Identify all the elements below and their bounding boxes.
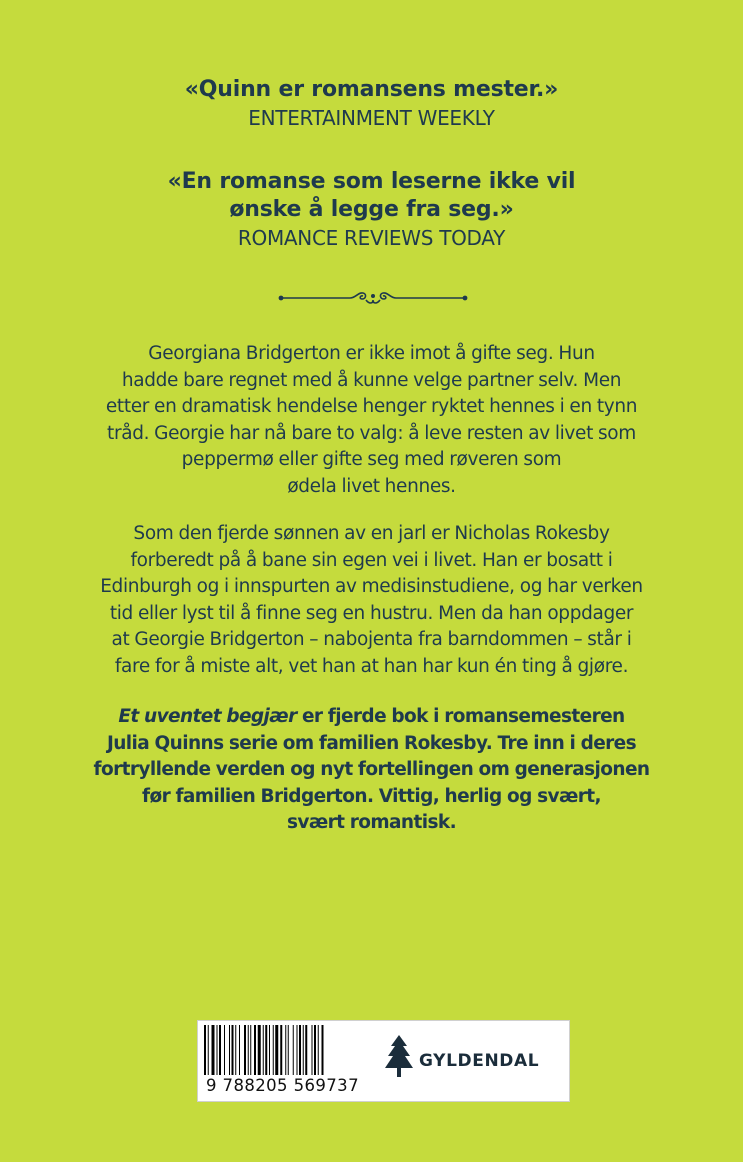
text-line: Georgiana Bridgerton er ikke imot å gifte seg. Hun xyxy=(148,343,595,364)
barcode-bar xyxy=(265,1025,267,1075)
barcode-bar xyxy=(314,1025,316,1075)
text-line: før familien Bridgerton. Vittig, herlig og svært, xyxy=(142,785,601,807)
text-line: tråd. Georgie har nå bare to valg: å leve resten av livet som xyxy=(107,422,636,444)
barcode-bar xyxy=(269,1025,270,1075)
quote-block-1 xyxy=(0,76,743,132)
quote-source: ENTERTAINMENT WEEKLY xyxy=(248,106,495,130)
publisher-name: GYLDENDAL xyxy=(419,1051,540,1071)
series-paragraph xyxy=(80,704,663,837)
text-line: at Georgie Bridgerton – nabojenta fra barndommen – står i xyxy=(111,629,632,651)
review-quotes xyxy=(0,76,743,288)
barcode-bar xyxy=(288,1025,289,1075)
barcode-bar xyxy=(254,1025,256,1075)
quote-text-line-2: ønske å legge fra seg.» xyxy=(229,197,514,222)
barcode-bar xyxy=(285,1025,286,1075)
barcode-bar xyxy=(297,1025,298,1075)
barcode-bar xyxy=(212,1025,215,1075)
barcode-bar xyxy=(293,1025,294,1075)
barcode-bar xyxy=(312,1025,313,1075)
barcode-bar xyxy=(318,1025,319,1075)
barcode-bar xyxy=(280,1025,282,1075)
text-line: tid eller lyst til å finne seg en hustru. Men da han oppdager xyxy=(109,602,634,624)
synopsis-paragraph-2 xyxy=(80,521,663,681)
barcode-bar xyxy=(208,1025,209,1075)
barcode-bar xyxy=(232,1025,234,1075)
barcode-bar xyxy=(303,1025,304,1075)
barcode-bar xyxy=(204,1025,206,1075)
barcode-bar xyxy=(305,1025,307,1075)
barcode-bar xyxy=(239,1025,240,1075)
quote-source: ROMANCE REVIEWS TODAY xyxy=(237,226,506,250)
barcode-bar xyxy=(273,1025,274,1075)
barcode-bar xyxy=(263,1025,264,1075)
text-line: etter en dramatisk hendelse henger ryktet hennes i en tynn xyxy=(105,396,638,418)
barcode-icon xyxy=(204,1025,364,1075)
book-title: Et uventet begjær xyxy=(118,706,297,727)
text-line: fare for å miste alt, vet han at han har kun én ting å gjøre. xyxy=(114,655,629,677)
text-span: er fjerde bok i romansemesteren xyxy=(296,706,625,727)
text-line xyxy=(80,704,663,731)
text-line: fortryllende verden og nyt fortellingen om generasjonen xyxy=(93,759,650,781)
fir-tree-logo-icon xyxy=(385,1035,413,1079)
text-line: Julia Quinns serie om familien Rokesby. Tre inn i deres xyxy=(106,732,637,754)
barcode-bar xyxy=(258,1025,261,1075)
barcode-bar xyxy=(219,1025,221,1075)
barcode-bar xyxy=(235,1025,236,1075)
quote-text-line-1: «En romanse som leserne ikke vil xyxy=(167,169,576,194)
barcode-bar xyxy=(248,1025,249,1075)
barcode-bar xyxy=(275,1025,278,1075)
text-line: ødela livet hennes. xyxy=(287,475,456,497)
text-line: peppermø eller gifte seg med røveren som xyxy=(181,449,562,471)
text-line: Edinburgh og i innspurten av medisinstudiene, og har verken xyxy=(100,576,643,598)
text-line: forberedt på å bane sin egen vei i livet. Han er bosatt i xyxy=(130,549,613,571)
barcode-bar xyxy=(224,1025,225,1075)
barcode-bar xyxy=(217,1025,218,1075)
barcode-bar xyxy=(250,1025,251,1075)
barcode-bar xyxy=(322,1025,324,1075)
synopsis-paragraph-1 xyxy=(80,341,663,501)
text-line: hadde bare regnet med å kunne velge partner selv. Men xyxy=(121,369,622,391)
barcode-bar xyxy=(229,1025,230,1075)
text-line: Som den fjerde sønnen av en jarl er Nicholas Rokesby xyxy=(133,523,610,544)
quote-text: «Quinn er romansens mester.» xyxy=(184,77,559,102)
barcode-bar xyxy=(299,1025,301,1075)
barcode-panel xyxy=(197,1020,570,1102)
text-line: svært romantisk. xyxy=(286,812,457,834)
isbn-number: 9 788205 569737 xyxy=(206,1076,359,1095)
quote-block-2 xyxy=(0,168,743,252)
barcode-bar xyxy=(244,1025,246,1075)
ornament-divider-icon xyxy=(278,288,468,308)
